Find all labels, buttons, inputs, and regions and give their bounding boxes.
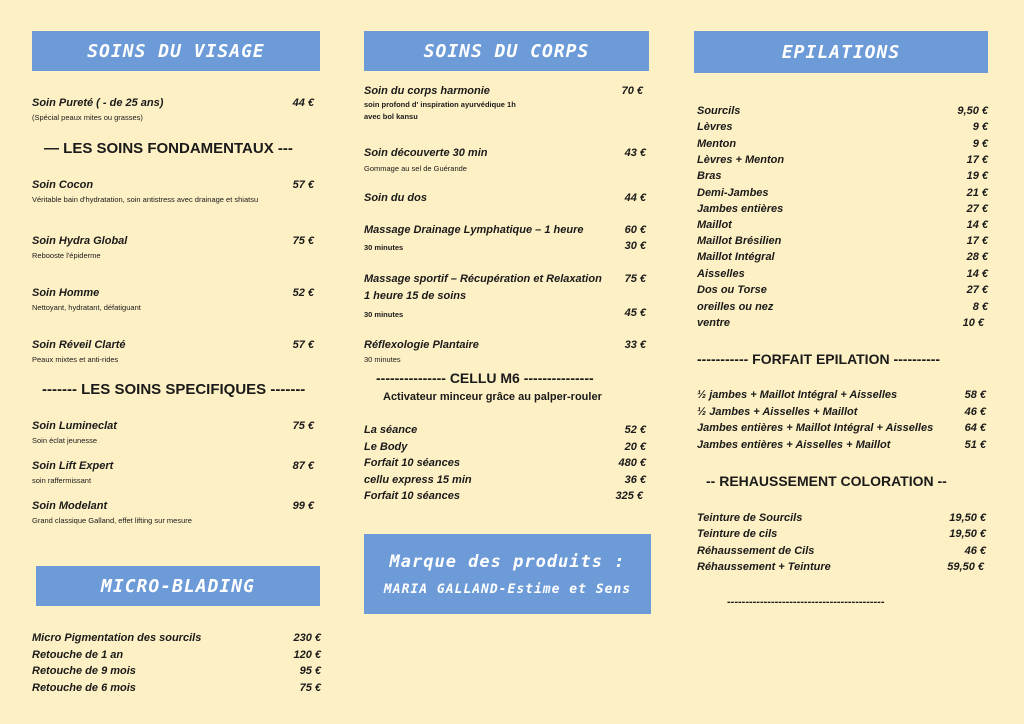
epil-price: 28 € xyxy=(966,251,988,263)
purete-desc: (Spécial peaux mites ou grasses) xyxy=(32,113,143,122)
cellu-item: La séance xyxy=(364,424,418,436)
epil-price: 14 € xyxy=(966,268,988,280)
cocon-name: Soin Cocon xyxy=(32,179,94,191)
cellu-price: 36 € xyxy=(624,474,646,486)
visage-title: SOINS DU VISAGE xyxy=(87,40,265,62)
visage-banner xyxy=(32,31,320,71)
corps-title: SOINS DU CORPS xyxy=(423,40,590,62)
drainage-price: 60 € xyxy=(624,224,646,236)
corps-banner xyxy=(364,31,649,71)
epil-item: Maillot xyxy=(697,219,732,231)
epil-price: 9,50 € xyxy=(957,105,988,117)
homme-desc: Nettoyant, hydratant, défatiguant xyxy=(32,303,141,312)
cellu-subtitle: Activateur minceur grâce au palper-rouler xyxy=(383,391,602,403)
blading-price: 75 € xyxy=(299,682,321,694)
brand-box xyxy=(364,534,651,614)
blading-price: 120 € xyxy=(293,649,321,661)
rehaussement-item: Teinture de Sourcils xyxy=(697,512,803,524)
epil-price: 9 € xyxy=(972,138,988,150)
sportif-sub: 30 minutes xyxy=(364,310,404,319)
reflexologie-desc: 30 minutes xyxy=(364,355,401,364)
cellu-price: 325 € xyxy=(615,490,643,502)
epil-item: Jambes entières xyxy=(697,203,784,215)
rehaussement-item: Réhaussement + Teinture xyxy=(697,561,831,573)
reveil-name: Soin Réveil Clarté xyxy=(32,339,126,351)
forfait-item: ½ jambes + Maillot Intégral + Aisselles xyxy=(697,389,898,401)
epil-item: Dos ou Torse xyxy=(697,284,767,296)
purete-name: Soin Pureté ( - de 25 ans) xyxy=(32,97,164,109)
blading-price: 230 € xyxy=(293,632,321,644)
epil-price: 27 € xyxy=(966,284,988,296)
forfait-heading: ----------- FORFAIT EPILATION ---------- xyxy=(697,351,941,367)
reflexologie-price: 33 € xyxy=(624,339,646,351)
modelant-desc: Grand classique Galland, effet lifting sur mesure xyxy=(32,516,192,525)
rehaussement-heading: -- REHAUSSEMENT COLORATION -- xyxy=(706,473,947,489)
modelant-name: Soin Modelant xyxy=(32,500,108,512)
drainage-sub-price: 30 € xyxy=(624,240,646,252)
epilations-title: EPILATIONS xyxy=(781,41,901,63)
drainage-name: Massage Drainage Lymphatique – 1 heure xyxy=(364,224,584,236)
dos-name: Soin du dos xyxy=(364,192,427,204)
lumineclat-name: Soin Lumineclat xyxy=(32,420,117,432)
cellu-price: 52 € xyxy=(624,424,646,436)
epil-item: Demi-Jambes xyxy=(697,187,769,199)
forfait-item: Jambes entières + Aisselles + Maillot xyxy=(697,439,891,451)
brand-name: MARIA GALLAND-Estime et Sens xyxy=(383,581,632,597)
modelant-price: 99 € xyxy=(292,500,314,512)
cellu-price: 480 € xyxy=(618,457,646,469)
epil-item: Maillot Intégral xyxy=(697,251,775,263)
purete-price: 44 € xyxy=(292,97,314,109)
forfait-price: 46 € xyxy=(964,406,986,418)
rehaussement-price: 46 € xyxy=(964,545,986,557)
forfait-item: Jambes entières + Maillot Intégral + Aisselles xyxy=(697,422,934,434)
epil-price: 10 € xyxy=(962,317,984,329)
blading-item: Retouche de 6 mois xyxy=(32,682,136,694)
specifiques-heading: ------- LES SOINS SPECIFIQUES ------- xyxy=(42,381,306,398)
epil-item: oreilles ou nez xyxy=(697,301,774,313)
forfait-price: 58 € xyxy=(964,389,986,401)
epil-price: 17 € xyxy=(966,154,988,166)
sportif-line2: 1 heure 15 de soins xyxy=(364,290,467,302)
decouverte-name: Soin découverte 30 min xyxy=(364,147,488,159)
epil-item: Maillot Brésilien xyxy=(697,235,782,247)
epil-item: Sourcils xyxy=(697,105,741,117)
hydra-name: Soin Hydra Global xyxy=(32,235,128,247)
decouverte-desc: Gommage au sel de Guérande xyxy=(364,164,467,173)
footer-dashes: ------------------------------------------- xyxy=(727,596,885,608)
cellu-price: 20 € xyxy=(624,441,646,453)
brand-title: Marque des produits : xyxy=(389,551,626,572)
lumineclat-price: 75 € xyxy=(292,420,314,432)
harmonie-desc1: soin profond d' inspiration ayurvédique 1h xyxy=(364,100,516,109)
epil-price: 14 € xyxy=(966,219,988,231)
sportif-price: 75 € xyxy=(624,273,646,285)
rehaussement-price: 19,50 € xyxy=(949,512,986,524)
cellu-heading: --------------- CELLU M6 --------------- xyxy=(376,370,594,386)
blading-title: MICRO-BLADING xyxy=(101,575,255,597)
rehaussement-item: Teinture de cils xyxy=(697,528,778,540)
decouverte-price: 43 € xyxy=(624,147,646,159)
forfait-item: ½ Jambes + Aisselles + Maillot xyxy=(697,406,858,418)
epil-price: 9 € xyxy=(972,121,988,133)
lift-price: 87 € xyxy=(292,460,314,472)
forfait-price: 51 € xyxy=(964,439,986,451)
reflexologie-name: Réflexologie Plantaire xyxy=(364,339,479,351)
fondamentaux-heading: — LES SOINS FONDAMENTAUX --- xyxy=(44,140,293,157)
harmonie-price: 70 € xyxy=(621,85,643,97)
cellu-item: Forfait 10 séances xyxy=(364,457,460,469)
epil-price: 21 € xyxy=(966,187,988,199)
cellu-item: Forfait 10 séances xyxy=(364,490,460,502)
hydra-desc: Rebooste l'épiderme xyxy=(32,251,101,260)
cocon-price: 57 € xyxy=(292,179,314,191)
hydra-price: 75 € xyxy=(292,235,314,247)
reveil-price: 57 € xyxy=(292,339,314,351)
blading-item: Micro Pigmentation des sourcils xyxy=(32,632,202,644)
epil-price: 8 € xyxy=(972,301,988,313)
rehaussement-item: Réhaussement de Cils xyxy=(697,545,815,557)
drainage-sub: 30 minutes xyxy=(364,243,404,252)
epil-price: 27 € xyxy=(966,203,988,215)
rehaussement-price: 19,50 € xyxy=(949,528,986,540)
dos-price: 44 € xyxy=(624,192,646,204)
forfait-price: 64 € xyxy=(964,422,986,434)
blading-banner xyxy=(36,566,320,606)
harmonie-name: Soin du corps harmonie xyxy=(364,85,490,97)
epil-item: Lèvres xyxy=(697,121,733,133)
blading-price: 95 € xyxy=(299,665,321,677)
sportif-sub-price: 45 € xyxy=(624,307,646,319)
cocon-desc: Véritable bain d'hydratation, soin antistress avec drainage et shiatsu xyxy=(32,195,259,204)
cellu-item: Le Body xyxy=(364,441,408,453)
sportif-name: Massage sportif – Récupération et Relaxation xyxy=(364,273,602,285)
harmonie-desc2: avec bol kansu xyxy=(364,112,418,121)
homme-name: Soin Homme xyxy=(32,287,100,299)
lumineclat-desc: Soin éclat jeunesse xyxy=(32,436,98,445)
epil-item: Menton xyxy=(697,138,737,150)
rehaussement-price: 59,50 € xyxy=(947,561,984,573)
epil-item: Aisselles xyxy=(697,268,745,280)
epil-item: ventre xyxy=(697,317,731,329)
lift-desc: soin raffermissant xyxy=(32,476,92,485)
cellu-item: cellu express 15 min xyxy=(364,474,472,486)
homme-price: 52 € xyxy=(292,287,314,299)
reveil-desc: Peaux mixtes et anti-rides xyxy=(32,355,119,364)
lift-name: Soin Lift Expert xyxy=(32,460,114,472)
epil-price: 17 € xyxy=(966,235,988,247)
epil-item: Bras xyxy=(697,170,722,182)
epil-item: Lèvres + Menton xyxy=(697,154,785,166)
epilations-banner xyxy=(694,31,988,73)
blading-item: Retouche de 1 an xyxy=(32,649,124,661)
epil-price: 19 € xyxy=(966,170,988,182)
blading-item: Retouche de 9 mois xyxy=(32,665,136,677)
